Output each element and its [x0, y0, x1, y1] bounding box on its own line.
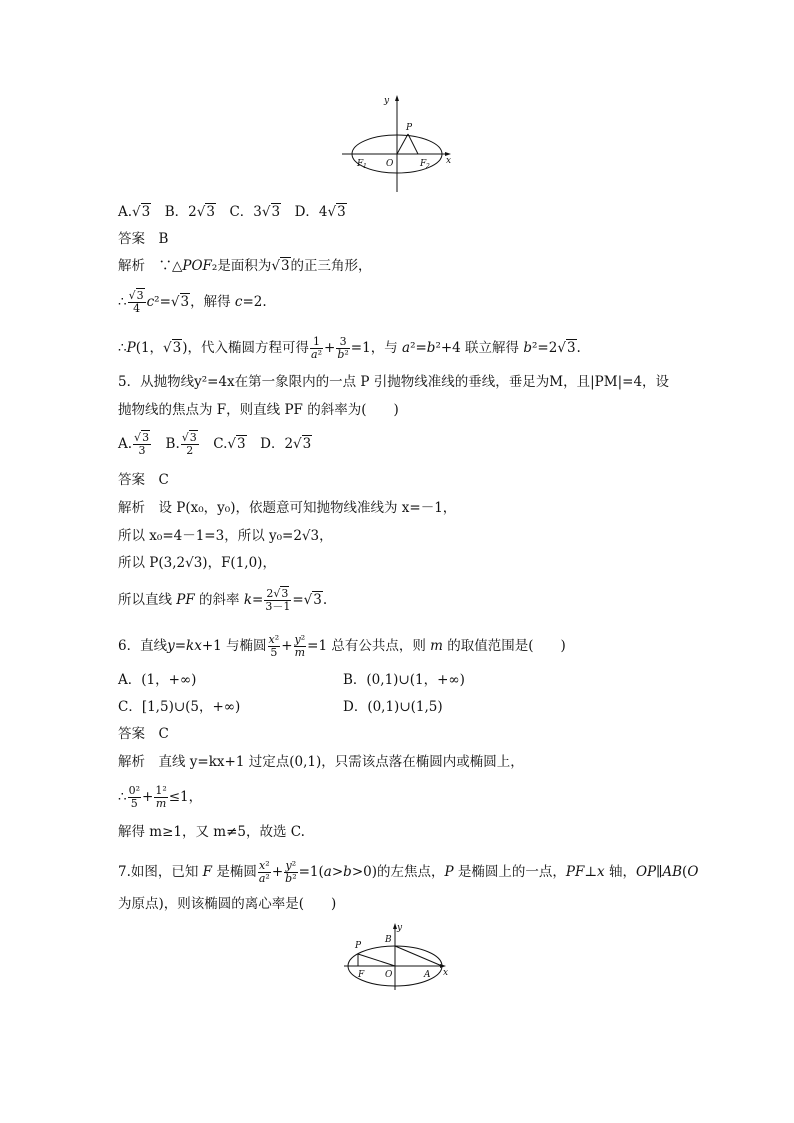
q6-option-b: B．(0,1)∪(1，+∞): [343, 672, 465, 688]
label-b: B: [385, 935, 392, 945]
label-p: P: [406, 123, 413, 133]
q5-answer: 答案 C: [118, 472, 169, 488]
label-x: x: [446, 156, 452, 166]
q7-stem-2: 为原点)，则该椭圆的离心率是( ): [118, 896, 337, 912]
segment-op: [397, 134, 408, 154]
q4-analysis-1: 解析 ∵△POF₂是面积为√3的正三角形，: [118, 258, 372, 274]
q5-analysis-4: 所以直线 PF 的斜率 k= $\frac{2√3}{3-1}$ =√3.: [118, 587, 328, 613]
q4-analysis-2: ∴ $\frac{√3}{4}$ c²=√3，解得 c=2.: [118, 289, 267, 315]
q6-option-a: A．(1，+∞): [118, 672, 197, 688]
ellipse-figure-2: [340, 920, 455, 992]
q6-option-c: C．[1,5)∪(5，+∞): [118, 699, 241, 715]
label-y: y: [384, 96, 390, 106]
q5-analysis-2: 所以 x₀=4－1=3，所以 y₀=2√3，: [118, 528, 333, 544]
q4-answer: 答案 B: [118, 231, 169, 247]
label-p: P: [355, 941, 362, 951]
q5-analysis-3: 所以 P(3,2√3)，F(1,0)，: [118, 555, 276, 571]
q5-analysis-1: 解析 设 P(x₀，y₀)，依题意可知抛物线准线为 x=－1，: [118, 500, 457, 516]
q7-stem-1: 7.如图，已知 F 是椭圆 $\frac{\text{x²}}{\text{a²}}$ + $\frac{\text{y²}}{\text{b²}}$ =1(a>b>0)的左焦点，P 是椭圆上的一点，PF⊥x 轴，OP∥AB(O: [118, 859, 699, 885]
label-y: y: [397, 923, 403, 933]
label-f: F: [358, 970, 365, 980]
q5-stem-1: 5．从抛物线y²=4x在第一象限内的一点 P 引抛物线准线的垂线，垂足为M，且|PM|=4，设: [118, 374, 670, 390]
label-o: O: [385, 970, 393, 980]
label-o: O: [386, 159, 394, 169]
q6-option-d: D．(0,1)∪(1,5): [343, 699, 443, 715]
q6-analysis-2: ∴ $\frac{\text{0²}}{5}$ + $\frac{\text{1²}}{m}$ ≤1，: [118, 784, 203, 810]
q6-analysis-3: 解得 m≥1，又 m≠5，故选 C.: [118, 824, 305, 840]
label-f1: F: [357, 159, 364, 169]
label-f1-sub: 1: [363, 163, 367, 170]
q6-analysis-1: 解析 直线 y=kx+1 过定点(0,1)，只需该点落在椭圆内或椭圆上，: [118, 754, 524, 770]
q5-stem-2: 抛物线的焦点为 F，则直线 PF 的斜率为( ): [118, 402, 399, 418]
q5-options: A. $\frac{√3}{3}$ B. $\frac{√3}{2}$ C.√3 D．2√3: [118, 431, 312, 457]
label-f2: F: [420, 159, 427, 169]
q6-answer: 答案 C: [118, 726, 169, 742]
label-x: x: [443, 968, 449, 978]
label-a: A: [424, 970, 431, 980]
q6-stem: 6．直线y=kx+1 与椭圆 $\frac{\text{x²}}{5}$ + $\frac{\text{y²}}{m}$ =1 总有公共点，则 m 的取值范围是( ): [118, 633, 566, 659]
ellipse-figure-1: [340, 92, 460, 194]
q4-options: A.√3 B．2√3 C．3√3 D．4√3: [118, 204, 346, 220]
label-f2-sub: 2: [426, 163, 430, 170]
q4-analysis-3: ∴P(1，√3)，代入椭圆方程可得 $\frac{1}{\text{a²}}$ + $\frac{3}{\text{b²}}$ =1，与 a²=b²+4 联立解得 b²=2√3.: [118, 335, 581, 361]
segment-op: [358, 954, 395, 966]
y-axis-arrow: [395, 95, 399, 101]
